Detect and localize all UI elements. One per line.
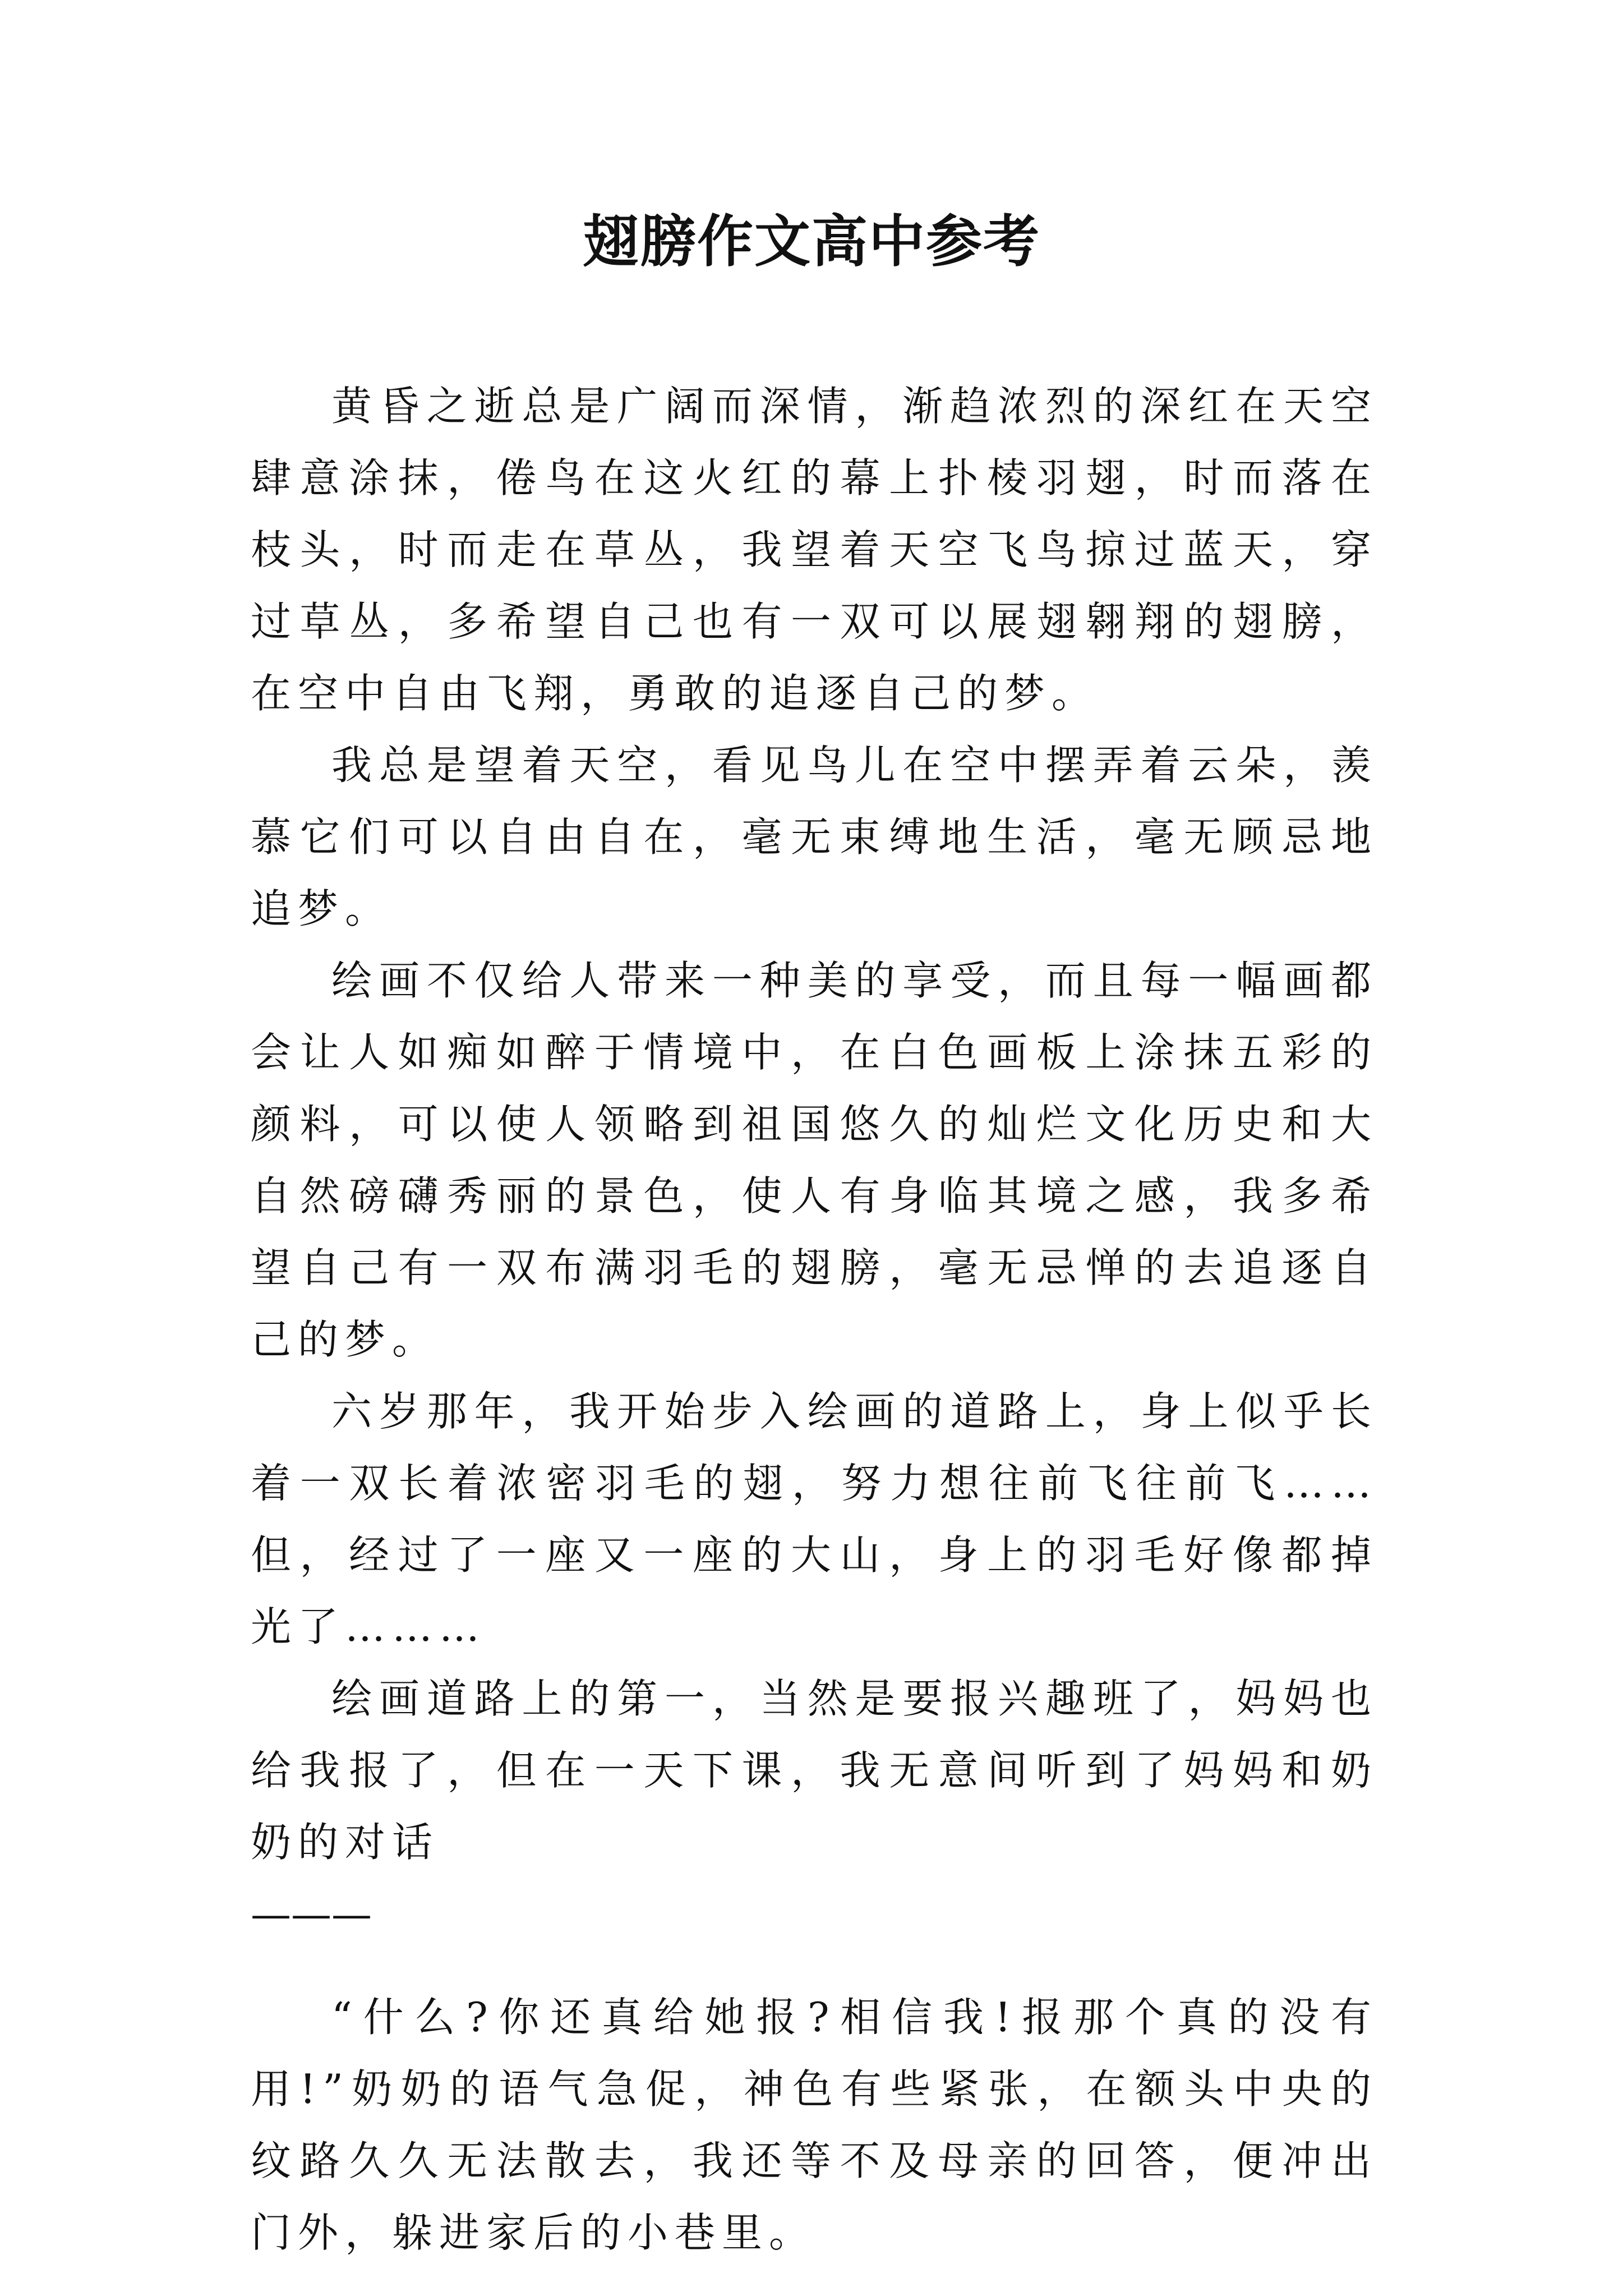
paragraph-6: “什么?你还真给她报?相信我!报那个真的没有用!”奶奶的语气急促，神色有些紧张，在额头中央的纹路久久无法散去，我还等不及母亲的回答，便冲出门外，躲进家后的小巷里。	[251, 1994, 1378, 2256]
paragraph-3: 绘画不仅给人带来一种美的享受，而且每一幅画都会让人如痴如醉于情境中，在白色画板上涂抹五彩的颜料，可以使人领略到祖国悠久的灿烂文化历史和大自然磅礴秀丽的景色，使人有身临其境之感，我多希望自己有一双布满羽毛的翅膀，毫无忌惮的去追逐自己的梦。	[251, 957, 1378, 1363]
paragraph-1: 黄昏之逝总是广阔而深情，渐趋浓烈的深红在天空肆意涂抹，倦鸟在这火红的幕上扑棱羽翅，时而落在枝头，时而走在草丛，我望着天空飞鸟掠过蓝天，穿过草丛，多希望自己也有一双可以展翅翱翔的翅膀，在空中自由飞翔，勇敢的追逐自己的梦。	[251, 383, 1378, 717]
paragraph-5: 绘画道路上的第一，当然是要报兴趣班了，妈妈也给我报了，但在一天下课，我无意间听到了妈妈和奶奶的对话	[251, 1675, 1378, 1866]
document-body	[251, 370, 1378, 2269]
document-title: 翅膀作文高中参考	[583, 208, 1040, 274]
paragraph-2: 我总是望着天空，看见鸟儿在空中摆弄着云朵，羡慕它们可以自由自在，毫无束缚地生活，毫无顾忌地追梦。	[251, 742, 1378, 932]
paragraph-4: 六岁那年，我开始步入绘画的道路上，身上似乎长着一双长着浓密羽毛的翅，努力想往前飞往前飞……但，经过了一座又一座的大山，身上的羽毛好像都掉光了………	[251, 1388, 1378, 1650]
dialogue-dash: ———	[251, 1890, 372, 1938]
